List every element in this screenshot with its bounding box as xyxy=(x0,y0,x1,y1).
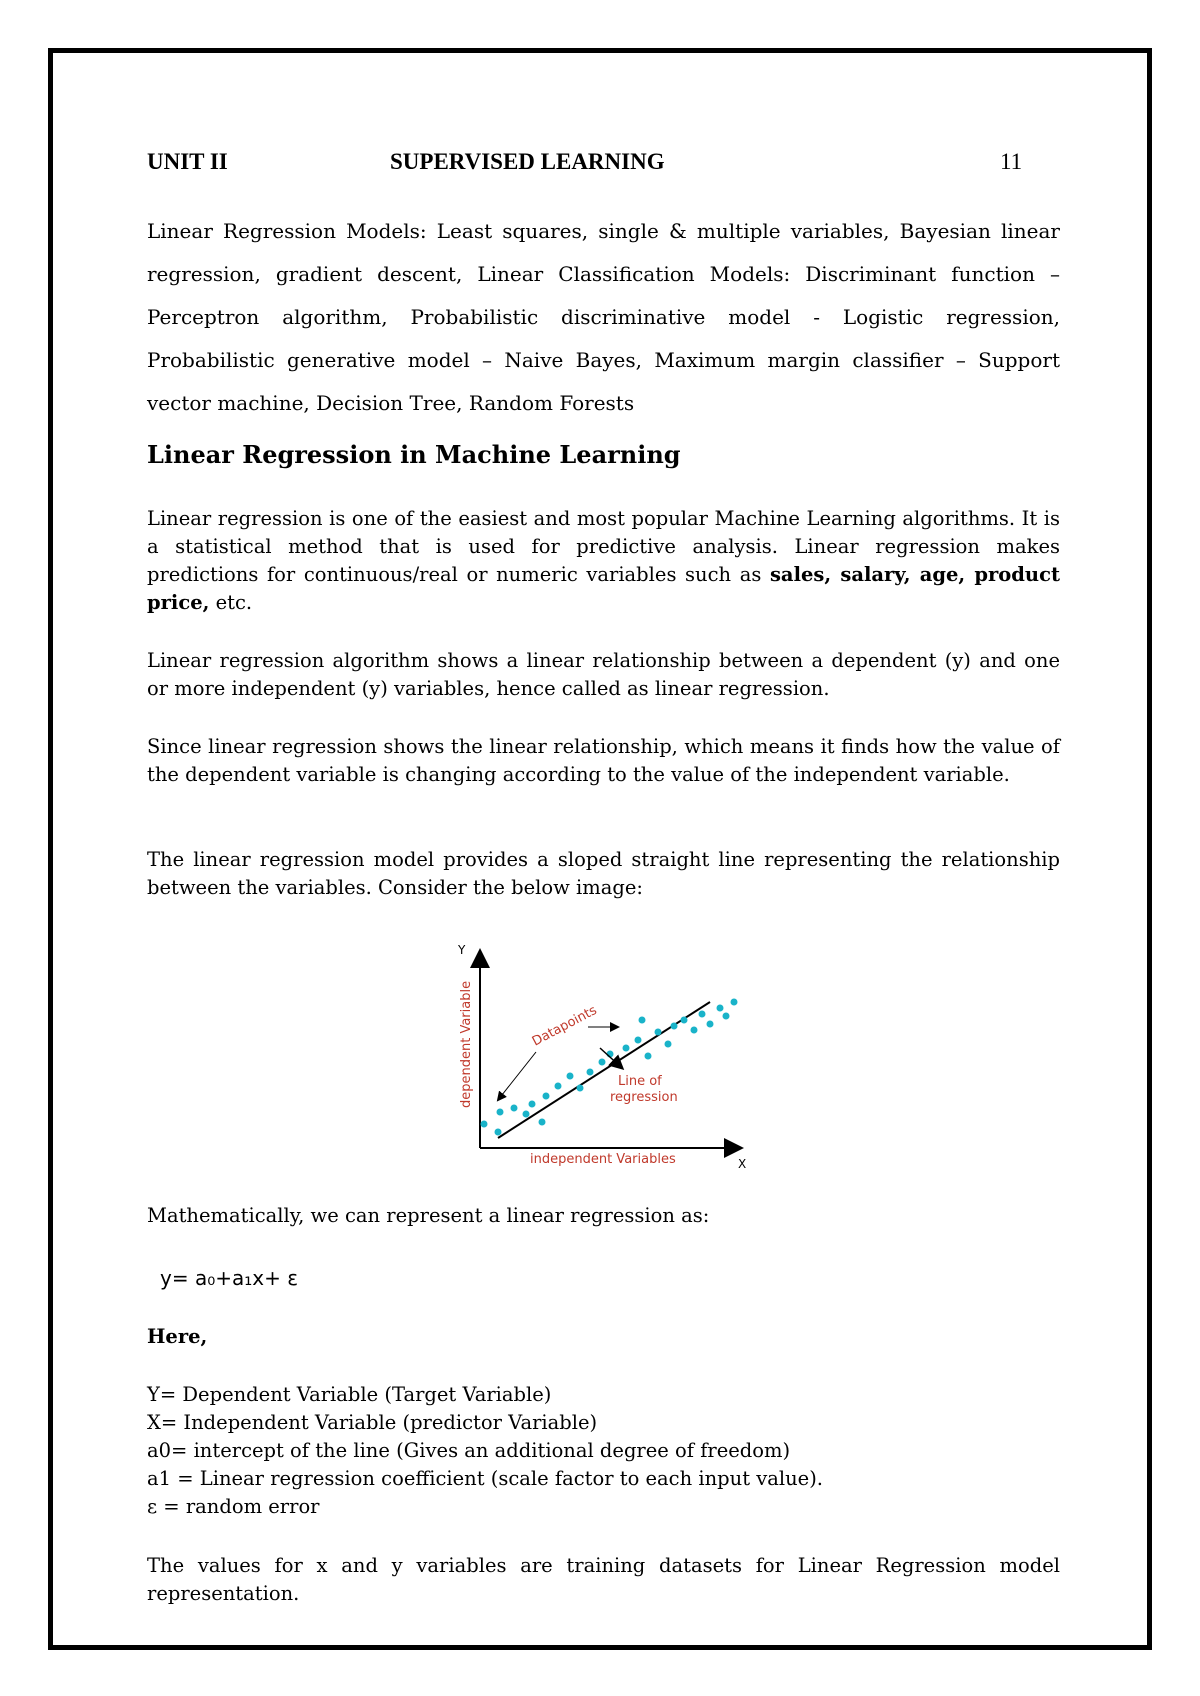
datapoint xyxy=(691,1027,698,1034)
paragraph-1-bold: sales, salary, age, product price, xyxy=(147,563,1060,614)
paragraph-1-text: Linear regression is one of the easiest and most popular Machine Learning algorithms. It is a statistical method that is used for predictive analysis. Linear regression makes predictions for continuous/real or numeric variables such as xyxy=(147,507,1060,586)
paragraph-5-text: Mathematically, we can represent a linear regression as: xyxy=(147,1204,710,1227)
regression-equation: y= a₀+a₁x+ ε xyxy=(160,1266,299,1290)
datapoint xyxy=(671,1023,678,1030)
here-label-wrap xyxy=(147,1323,1060,1351)
datapoint xyxy=(645,1053,652,1060)
datapoint xyxy=(723,1013,730,1020)
paragraph-2 xyxy=(147,647,1060,703)
datapoint xyxy=(587,1069,594,1076)
x-axis-label: independent Variables xyxy=(530,1152,676,1167)
definitions-list xyxy=(147,1381,823,1521)
unit-title: SUPERVISED LEARNING xyxy=(390,149,665,174)
definition-item: X= Independent Variable (predictor Variable) xyxy=(147,1411,598,1434)
datapoint xyxy=(665,1041,672,1048)
datapoint xyxy=(635,1037,642,1044)
datapoint xyxy=(655,1029,662,1036)
definition-item: a0= intercept of the line (Gives an additional degree of freedom) xyxy=(147,1439,791,1462)
regression-figure xyxy=(440,940,760,1175)
line-label-2: regression xyxy=(610,1090,678,1105)
syllabus-paragraph: Linear Regression Models: Least squares, single & multiple variables, Bayesian linear regression, gradient descent, Linear Classification Models: Discriminant function – Perceptron algorithm, Probabilistic discriminative model - Logistic regression, Probabilistic generative model – Naive Bayes, Maximum margin classifier – Support vector machine, Decision Tree, Random Forests xyxy=(147,219,1060,415)
datapoint xyxy=(529,1101,536,1108)
datapoint xyxy=(707,1021,714,1028)
line-label-1: Line of xyxy=(618,1074,662,1089)
datapoint xyxy=(731,999,738,1006)
paragraph-6-text: The values for x and y variables are training datasets for Linear Regression model representation. xyxy=(147,1554,1060,1605)
datapoint xyxy=(543,1093,550,1100)
datapoint xyxy=(577,1085,584,1092)
datapoint xyxy=(717,1005,724,1012)
definition-item: ε = random error xyxy=(147,1495,320,1518)
datapoint xyxy=(495,1129,502,1136)
datapoint xyxy=(599,1059,606,1066)
here-label: Here, xyxy=(147,1325,208,1348)
datapoint xyxy=(497,1109,504,1116)
unit-label: UNIT II xyxy=(147,149,228,174)
page-number: 11 xyxy=(1000,149,1023,174)
paragraph-1 xyxy=(147,505,1060,617)
paragraph-4 xyxy=(147,846,1060,902)
datapoint xyxy=(511,1105,518,1112)
paragraph-4-text: The linear regression model provides a sloped straight line representing the relationship between the variables. Consider the below image: xyxy=(147,848,1060,899)
datapoint xyxy=(639,1017,646,1024)
datapoints-label: Datapoints xyxy=(529,1002,600,1050)
section-title: Linear Regression in Machine Learning xyxy=(147,440,681,469)
definition-item: Y= Dependent Variable (Target Variable) xyxy=(147,1383,552,1406)
datapoint xyxy=(555,1083,562,1090)
paragraph-6 xyxy=(147,1552,1060,1608)
paragraph-3 xyxy=(147,733,1060,789)
paragraph-1-tail: etc. xyxy=(209,591,253,614)
datapoint xyxy=(699,1011,706,1018)
datapoint xyxy=(681,1017,688,1024)
y-axis-letter: Y xyxy=(458,943,466,957)
paragraph-5 xyxy=(147,1202,1060,1230)
datapoint xyxy=(481,1121,488,1128)
x-axis-letter: X xyxy=(738,1157,747,1171)
definition-item: a1 = Linear regression coefficient (scale factor to each input value). xyxy=(147,1467,824,1490)
paragraph-3-text: Since linear regression shows the linear relationship, which means it finds how the value of the dependent variable is changing according to the value of the independent variable. xyxy=(147,735,1060,786)
datapoints-arrow-1 xyxy=(498,1052,536,1100)
paragraph-2-text: Linear regression algorithm shows a linear relationship between a dependent (y) and one or more independent (y) variables, hence called as linear regression. xyxy=(147,649,1060,700)
datapoint xyxy=(539,1119,546,1126)
datapoint xyxy=(567,1073,574,1080)
datapoint xyxy=(623,1045,630,1052)
y-axis-label: dependent Variable xyxy=(459,980,474,1108)
regression-line xyxy=(498,1002,710,1138)
datapoint xyxy=(523,1111,530,1118)
